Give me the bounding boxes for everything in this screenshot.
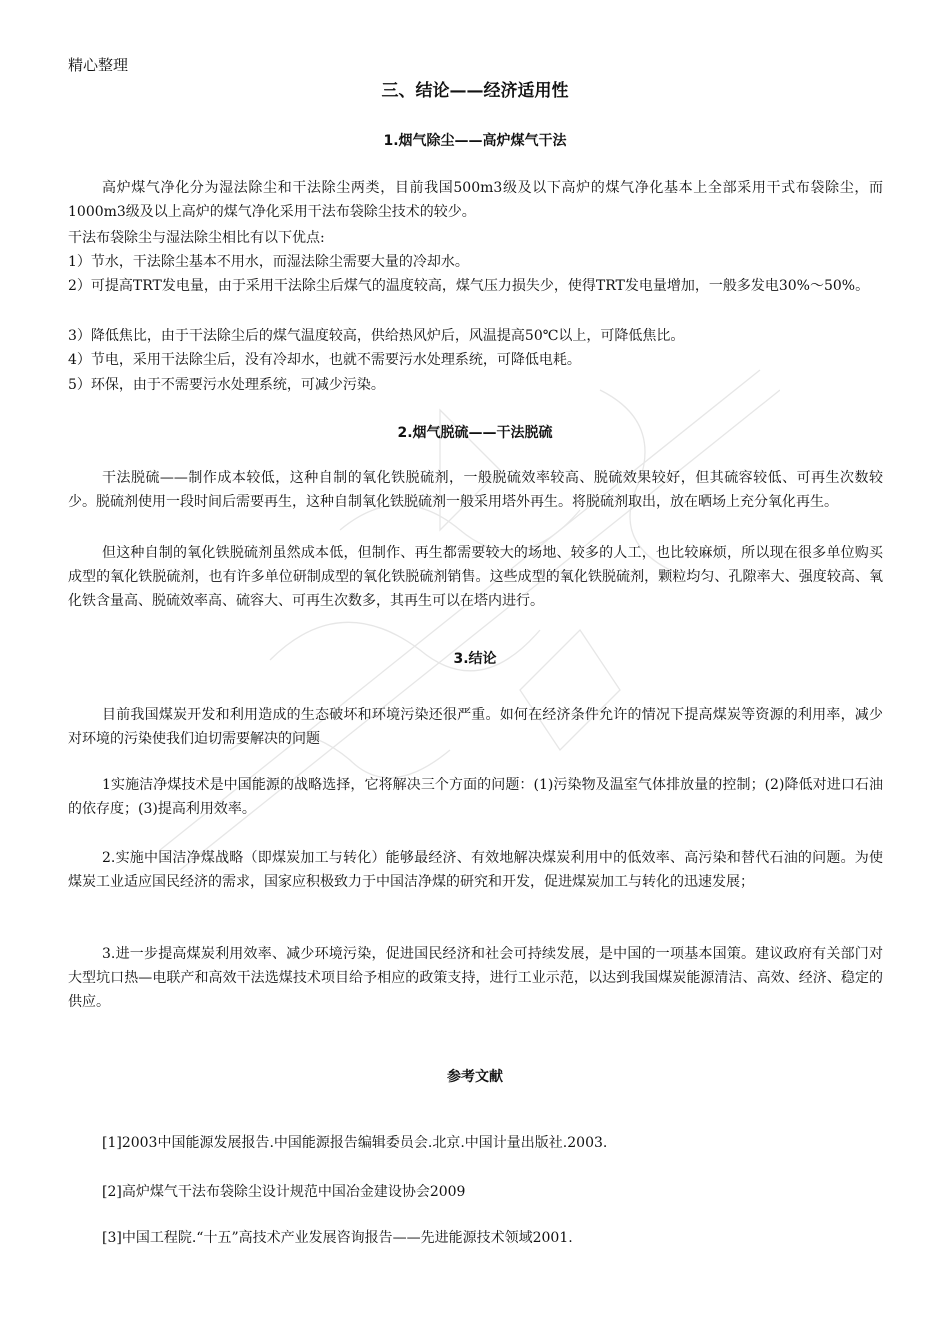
page-header: 精心整理	[68, 56, 129, 74]
section2-paragraph-1: 干法脱硫——制作成本较低，这种自制的氧化铁脱硫剂，一般脱硫效率较高、脱硫效果较好，但其硫容较低、可再生次数较少。脱硫剂使用一段时间后需要再生，这种自制氧化铁脱硫剂一般采用塔外再生。将脱硫剂取出，放在晒场上充分氧化再生。	[68, 470, 883, 510]
section2-heading: 2.烟气脱硫——干法脱硫	[397, 425, 553, 441]
section1-intro: 高炉煤气净化分为湿法除尘和干法除尘两类，目前我国500m3级及以下高炉的煤气净化基本上全部采用干式布袋除尘，而1000m3级及以上高炉的煤气净化采用干法布袋除尘技术的较少。	[68, 180, 883, 220]
page-title: 三、结论——经济适用性	[381, 81, 569, 101]
section3-paragraph-4: 3.进一步提高煤炭利用效率、减少环境污染，促进国民经济和社会可持续发展，是中国的一项基本国策。建议政府有关部门对大型坑口热—电联产和高效干法选煤技术项目给予相应的政策支持，进行工业示范，以达到我国煤炭能源清洁、高效、经济、稳定的供应。	[68, 946, 883, 1010]
section3-paragraph-3: 2.实施中国洁净煤战略（即煤炭加工与转化）能够最经济、有效地解决煤炭利用中的低效率、高污染和替代石油的问题。为使煤炭工业适应国民经济的需求，国家应积极致力于中国洁净煤的研究和开发，促进煤炭加工与转化的迅速发展；	[68, 850, 883, 890]
reference-3: [3]中国工程院.“十五”高技术产业发展咨询报告——先进能源技术领域2001.	[102, 1230, 573, 1246]
section1-item-5: 5）环保，由于不需要污水处理系统，可减少污染。	[68, 377, 385, 393]
section1-heading: 1.烟气除尘——高炉煤气干法	[383, 133, 567, 149]
section1-item-4: 4）节电，采用干法除尘后，没有冷却水，也就不需要污水处理系统，可降低电耗。	[68, 352, 581, 368]
section1-item-3: 3）降低焦比，由于干法除尘后的煤气温度较高，供给热风炉后，风温提高50℃以上，可降低焦比。	[68, 328, 685, 344]
references-heading: 参考文献	[447, 1069, 503, 1085]
section3-paragraph-1: 目前我国煤炭开发和利用造成的生态破坏和环境污染还很严重。如何在经济条件允许的情况下提高煤炭等资源的利用率，减少对环境的污染使我们迫切需要解决的问题	[68, 707, 883, 747]
section1-item-1: 1）节水，干法除尘基本不用水，而湿法除尘需要大量的冷却水。	[68, 254, 469, 270]
section2-paragraph-2: 但这种自制的氧化铁脱硫剂虽然成本低，但制作、再生都需要较大的场地、较多的人工，也比较麻烦，所以现在很多单位购买成型的氧化铁脱硫剂，也有许多单位研制成型的氧化铁脱硫剂销售。这些成型的氧化铁脱硫剂，颗粒均匀、孔隙率大、强度较高、氧化铁含量高、脱硫效率高、硫容大、可再生次数多，其再生可以在塔内进行。	[68, 545, 883, 609]
section1-item-2: 2）可提高TRT发电量，由于采用干法除尘后煤气的温度较高，煤气压力损失少，使得TRT发电量增加，一般多发电30%～50%。	[68, 278, 870, 294]
section3-heading: 3.结论	[453, 651, 497, 667]
reference-1: [1]2003中国能源发展报告.中国能源报告编辑委员会.北京.中国计量出版社.2003.	[102, 1135, 608, 1151]
section3-paragraph-2: 1实施洁净煤技术是中国能源的战略选择，它将解决三个方面的问题：(1)污染物及温室气体排放量的控制；(2)降低对进口石油的依存度；(3)提高利用效率。	[68, 777, 883, 817]
reference-2: [2]高炉煤气干法布袋除尘设计规范中国冶金建设协会2009	[102, 1184, 466, 1200]
section1-lead: 干法布袋除尘与湿法除尘相比有以下优点:	[68, 230, 325, 246]
